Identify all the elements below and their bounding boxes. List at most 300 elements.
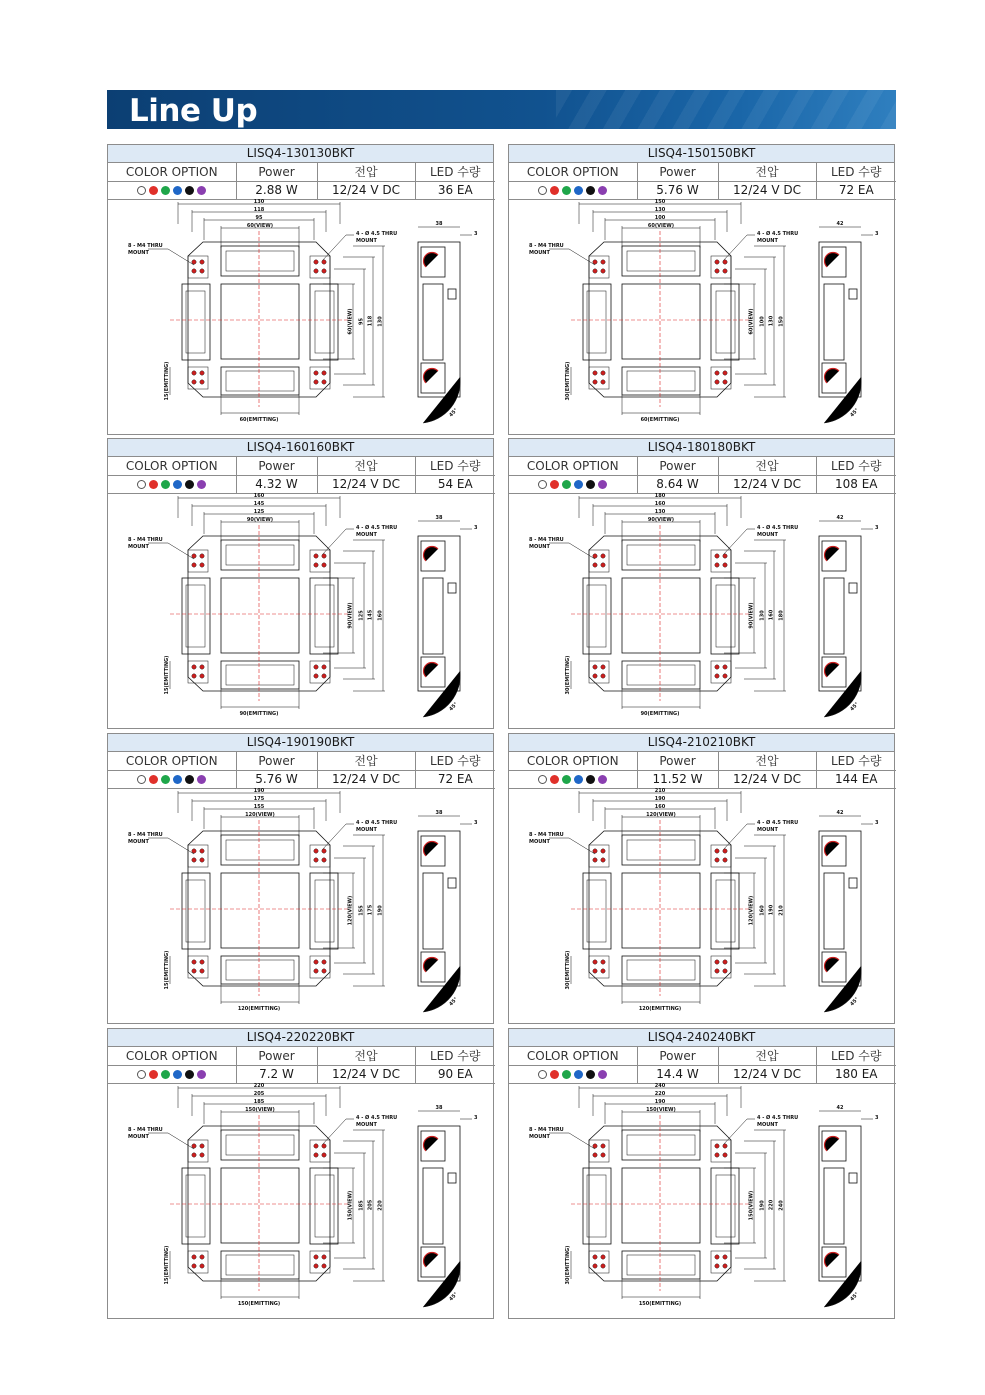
led-count-value: 144 EA xyxy=(816,770,896,788)
color-swatch xyxy=(562,1070,571,1079)
screw-hole xyxy=(601,849,605,853)
dim-label: 90(VIEW) xyxy=(647,517,675,523)
screw-hole xyxy=(314,1264,318,1268)
voltage-value: 12/24 V DC xyxy=(317,770,415,788)
emitting-bar-right-inner xyxy=(315,1175,334,1237)
emitting-bar-left-inner xyxy=(587,291,606,353)
spec-value-row xyxy=(108,475,495,493)
technical-drawing xyxy=(509,1083,894,1319)
drawing-svg xyxy=(108,788,493,1024)
technical-drawing xyxy=(509,788,894,1024)
color-options xyxy=(509,770,637,788)
dim-label: 60(VIEW) xyxy=(748,308,755,335)
thru-note: 4 - Ø 4.5 THRU xyxy=(356,820,398,826)
dim-label-emitting: 150(EMITTING) xyxy=(638,1301,682,1307)
emitting-bar-top-inner xyxy=(627,1135,695,1155)
screw-hole xyxy=(715,969,719,973)
emitting-bar-top-inner xyxy=(627,840,695,860)
thru-note: MOUNT xyxy=(356,238,377,244)
spec-header-row xyxy=(509,457,896,475)
side-middle-block xyxy=(824,284,844,360)
led-count-value: 180 EA xyxy=(816,1065,896,1083)
emitting-bar-top xyxy=(221,540,299,570)
dim-label: 190 xyxy=(654,1099,666,1105)
color-swatch xyxy=(598,1070,607,1079)
emitting-bar-right-inner xyxy=(716,585,735,647)
dim-label: 160 xyxy=(759,905,766,916)
color-swatch xyxy=(197,775,206,784)
mount-note: 8 - M4 THRU xyxy=(529,243,564,249)
emitting-bar-left-inner xyxy=(587,1175,606,1237)
screw-hole xyxy=(322,969,326,973)
dim-label: 100 xyxy=(759,316,766,327)
screw-hole xyxy=(192,849,196,853)
view-window xyxy=(622,1168,700,1243)
screw-hole xyxy=(601,269,605,273)
thru-note: MOUNT xyxy=(757,827,778,833)
thru-note: 4 - Ø 4.5 THRU xyxy=(757,231,799,237)
color-swatch xyxy=(149,480,158,489)
dim-label-emitting-vertical: 30(EMITTING) xyxy=(565,950,571,990)
color-options xyxy=(108,770,236,788)
dim-label: 190 xyxy=(377,905,384,916)
corner-block xyxy=(310,1140,330,1162)
dim-label-depth: 38 xyxy=(435,221,443,227)
leader-line xyxy=(549,249,595,265)
corner-block xyxy=(589,1140,609,1162)
emitting-bar-top xyxy=(622,835,700,865)
screw-hole xyxy=(322,849,326,853)
screw-hole xyxy=(715,960,719,964)
emitting-bar-bottom-inner xyxy=(627,665,695,685)
thru-note: MOUNT xyxy=(356,1122,377,1128)
screw-hole xyxy=(715,674,719,678)
screw-hole xyxy=(601,960,605,964)
dim-label-emitting-vertical: 15(EMITTING) xyxy=(164,950,170,990)
dim-label: 220 xyxy=(377,1200,384,1211)
dim-label-emitting-vertical: 15(EMITTING) xyxy=(164,361,170,401)
screw-hole xyxy=(723,674,727,678)
mount-note: 8 - M4 THRU xyxy=(128,243,163,249)
screw-hole xyxy=(200,260,204,264)
screw-hole xyxy=(593,849,597,853)
emitting-bar-bottom-inner xyxy=(226,665,294,685)
frame-outline xyxy=(188,1126,330,1281)
color-option-header: COLOR OPTION xyxy=(509,752,637,770)
color-dots xyxy=(538,186,607,195)
color-swatch xyxy=(550,775,559,784)
dim-label: 150(VIEW) xyxy=(748,1190,755,1221)
screw-hole xyxy=(314,260,318,264)
dim-label: 130 xyxy=(253,199,265,205)
voltage-header: 전압 xyxy=(718,457,816,475)
screw-hole xyxy=(601,371,605,375)
screw-hole xyxy=(715,260,719,264)
color-swatch xyxy=(185,775,194,784)
screw-hole xyxy=(314,969,318,973)
screw-hole xyxy=(723,1153,727,1157)
screw-hole xyxy=(192,1153,196,1157)
color-swatch xyxy=(185,480,194,489)
color-dots xyxy=(137,186,206,195)
side-led-arc xyxy=(424,369,438,383)
screw-hole xyxy=(715,554,719,558)
side-led-arc xyxy=(825,663,839,677)
screw-hole xyxy=(200,371,204,375)
dim-label-emitting-vertical: 30(EMITTING) xyxy=(565,655,571,695)
thru-note: MOUNT xyxy=(757,532,778,538)
screw-hole xyxy=(593,371,597,375)
emitting-bar-bottom-inner xyxy=(627,960,695,980)
product-model: LISQ4-210210BKT xyxy=(509,734,894,752)
screw-hole xyxy=(192,665,196,669)
voltage-header: 전압 xyxy=(317,457,415,475)
spec-value-row xyxy=(108,181,495,199)
screw-hole xyxy=(322,563,326,567)
screw-hole xyxy=(715,1153,719,1157)
dim-label: 130 xyxy=(377,316,384,327)
banner-title: Line Up xyxy=(129,93,258,129)
screw-hole xyxy=(601,380,605,384)
screw-hole xyxy=(314,1144,318,1148)
dim-label-emitting: 120(EMITTING) xyxy=(638,1006,682,1012)
dim-label: 185 xyxy=(253,1099,265,1105)
product-card xyxy=(107,733,494,1024)
spec-header-row xyxy=(108,1047,495,1065)
dim-label: 175 xyxy=(253,796,265,802)
emitting-bar-right-inner xyxy=(315,585,334,647)
spec-value-row xyxy=(509,475,896,493)
corner-block xyxy=(711,256,731,278)
product-model: LISQ4-150150BKT xyxy=(509,145,894,163)
screw-hole xyxy=(715,858,719,862)
side-middle-block xyxy=(824,873,844,949)
color-options xyxy=(509,181,637,199)
screw-hole xyxy=(314,380,318,384)
power-value: 5.76 W xyxy=(637,181,718,199)
mount-note: MOUNT xyxy=(128,839,149,845)
screw-hole xyxy=(314,1153,318,1157)
screw-hole xyxy=(723,371,727,375)
mount-note: MOUNT xyxy=(529,1134,550,1140)
color-swatch xyxy=(149,186,158,195)
technical-drawing xyxy=(108,493,493,729)
power-header: Power xyxy=(637,752,718,770)
thru-note: 4 - Ø 4.5 THRU xyxy=(356,525,398,531)
color-swatch xyxy=(562,480,571,489)
screw-hole xyxy=(322,858,326,862)
thru-note: 4 - Ø 4.5 THRU xyxy=(757,525,799,531)
spec-table xyxy=(509,1047,896,1084)
screw-hole xyxy=(200,665,204,669)
emitting-bar-bottom-inner xyxy=(627,1255,695,1275)
screw-hole xyxy=(200,1144,204,1148)
dim-label-emitting: 60(EMITTING) xyxy=(640,417,680,423)
dim-label: 130 xyxy=(759,610,766,621)
color-swatch xyxy=(538,480,547,489)
screw-hole xyxy=(314,269,318,273)
angle-label: 45° xyxy=(849,701,861,713)
dim-label: 118 xyxy=(367,315,374,327)
thru-note: MOUNT xyxy=(757,1122,778,1128)
dim-label-tab: 3 xyxy=(875,820,879,826)
voltage-value: 12/24 V DC xyxy=(718,181,816,199)
power-value: 8.64 W xyxy=(637,475,718,493)
dim-label: 150 xyxy=(654,199,666,205)
frame-outline xyxy=(589,242,731,397)
spec-table xyxy=(108,752,495,789)
color-swatch xyxy=(185,1070,194,1079)
emitting-bar-left-inner xyxy=(186,1175,205,1237)
screw-hole xyxy=(200,1264,204,1268)
technical-drawing xyxy=(108,788,493,1024)
color-swatch xyxy=(173,186,182,195)
dim-label: 150(VIEW) xyxy=(347,1190,354,1221)
side-led-arc xyxy=(424,663,438,677)
color-swatch xyxy=(185,186,194,195)
emitting-bar-top xyxy=(622,1130,700,1160)
emitting-bar-top xyxy=(622,540,700,570)
spec-table xyxy=(509,457,896,494)
dim-label-depth: 42 xyxy=(836,221,844,227)
dim-label: 60(VIEW) xyxy=(246,223,274,229)
screw-hole xyxy=(200,1153,204,1157)
screw-hole xyxy=(593,1144,597,1148)
dim-label: 190 xyxy=(253,788,265,794)
dim-label: 190 xyxy=(768,904,775,916)
screw-hole xyxy=(715,1144,719,1148)
screw-hole xyxy=(192,563,196,567)
product-model: LISQ4-190190BKT xyxy=(108,734,493,752)
color-swatch xyxy=(197,186,206,195)
color-swatch xyxy=(538,186,547,195)
color-dots xyxy=(137,775,206,784)
leader-line xyxy=(549,543,595,559)
mount-note: 8 - M4 THRU xyxy=(128,832,163,838)
color-swatch xyxy=(586,1070,595,1079)
screw-hole xyxy=(322,371,326,375)
power-value: 14.4 W xyxy=(637,1065,718,1083)
drawing-svg xyxy=(108,1083,493,1319)
dim-label: 220 xyxy=(768,1199,775,1211)
emitting-bar-bottom-inner xyxy=(226,1255,294,1275)
screw-hole xyxy=(314,563,318,567)
corner-block xyxy=(589,256,609,278)
dim-label: 180 xyxy=(654,493,666,499)
dim-label-depth: 38 xyxy=(435,1105,443,1111)
screw-hole xyxy=(593,269,597,273)
mount-note: MOUNT xyxy=(529,250,550,256)
frame-outline xyxy=(589,536,731,691)
side-middle-block xyxy=(423,873,443,949)
screw-hole xyxy=(593,1264,597,1268)
color-swatch xyxy=(173,775,182,784)
dim-label: 120(VIEW) xyxy=(245,812,275,818)
color-swatch xyxy=(550,186,559,195)
color-swatch xyxy=(562,775,571,784)
emitting-bar-left-inner xyxy=(186,585,205,647)
thru-note: MOUNT xyxy=(757,238,778,244)
dim-label: 220 xyxy=(253,1083,265,1089)
dim-label: 205 xyxy=(367,1199,374,1211)
product-card xyxy=(508,1028,895,1319)
led-count-value: 72 EA xyxy=(816,181,896,199)
dim-label: 130 xyxy=(654,207,666,213)
color-swatch xyxy=(161,775,170,784)
led-count-header: LED 수량 xyxy=(415,163,495,181)
screw-hole xyxy=(715,665,719,669)
dim-label: 125 xyxy=(358,610,365,621)
screw-hole xyxy=(200,380,204,384)
emitting-bar-left-inner xyxy=(186,291,205,353)
power-header: Power xyxy=(236,752,317,770)
led-count-header: LED 수량 xyxy=(816,752,896,770)
emitting-bar-bottom-inner xyxy=(226,960,294,980)
dim-label-emitting: 120(EMITTING) xyxy=(237,1006,281,1012)
led-count-header: LED 수량 xyxy=(816,457,896,475)
side-connector xyxy=(448,878,456,888)
screw-hole xyxy=(322,380,326,384)
screw-hole xyxy=(192,960,196,964)
emitting-bar-right-inner xyxy=(716,880,735,942)
screw-hole xyxy=(314,960,318,964)
frame-outline xyxy=(188,536,330,691)
color-swatch xyxy=(161,186,170,195)
spec-header-row xyxy=(509,752,896,770)
side-middle-block xyxy=(423,284,443,360)
screw-hole xyxy=(723,563,727,567)
emitting-bar-bottom-inner xyxy=(627,371,695,391)
screw-hole xyxy=(601,1153,605,1157)
side-led-arc xyxy=(424,1137,438,1151)
side-led-arc xyxy=(424,958,438,972)
screw-hole xyxy=(322,1264,326,1268)
led-count-header: LED 수량 xyxy=(415,1047,495,1065)
dim-label-depth: 38 xyxy=(435,810,443,816)
dim-label: 240 xyxy=(654,1083,666,1089)
screw-hole xyxy=(200,849,204,853)
spec-value-row xyxy=(108,1065,495,1083)
color-swatch xyxy=(574,186,583,195)
angle-label: 45° xyxy=(448,1291,460,1303)
side-connector xyxy=(849,1173,857,1183)
voltage-value: 12/24 V DC xyxy=(317,1065,415,1083)
spec-table xyxy=(108,457,495,494)
screw-hole xyxy=(314,1255,318,1259)
dim-label-depth: 42 xyxy=(836,515,844,521)
side-connector xyxy=(849,583,857,593)
side-led-arc xyxy=(424,842,438,856)
technical-drawing xyxy=(509,493,894,729)
power-value: 11.52 W xyxy=(637,770,718,788)
corner-block xyxy=(188,256,208,278)
power-header: Power xyxy=(637,163,718,181)
dim-label: 100 xyxy=(654,215,666,221)
screw-hole xyxy=(192,380,196,384)
line-up-banner xyxy=(107,90,896,129)
screw-hole xyxy=(723,1144,727,1148)
technical-drawing xyxy=(108,1083,493,1319)
dim-label-tab: 3 xyxy=(875,231,879,237)
screw-hole xyxy=(593,563,597,567)
product-model: LISQ4-180180BKT xyxy=(509,439,894,457)
screw-hole xyxy=(314,371,318,375)
color-swatch xyxy=(137,480,146,489)
dim-label-emitting-vertical: 15(EMITTING) xyxy=(164,655,170,695)
screw-hole xyxy=(593,260,597,264)
thru-note: 4 - Ø 4.5 THRU xyxy=(757,820,799,826)
side-led-arc xyxy=(825,842,839,856)
dim-label: 60(VIEW) xyxy=(647,223,675,229)
dim-label: 120(VIEW) xyxy=(646,812,676,818)
drawing-svg xyxy=(108,199,493,435)
dim-label-tab: 3 xyxy=(875,1115,879,1121)
spec-value-row xyxy=(108,770,495,788)
spec-value-row xyxy=(509,181,896,199)
screw-hole xyxy=(601,1255,605,1259)
dim-label: 160 xyxy=(768,609,775,621)
power-header: Power xyxy=(236,1047,317,1065)
dim-label: 220 xyxy=(654,1091,666,1097)
corner-block xyxy=(711,1140,731,1162)
color-dots xyxy=(538,1070,607,1079)
mount-note: MOUNT xyxy=(128,1134,149,1140)
color-swatch xyxy=(598,775,607,784)
product-model: LISQ4-240240BKT xyxy=(509,1029,894,1047)
corner-block xyxy=(310,256,330,278)
side-connector xyxy=(448,1173,456,1183)
screw-hole xyxy=(192,674,196,678)
color-swatch xyxy=(137,1070,146,1079)
product-model: LISQ4-220220BKT xyxy=(108,1029,493,1047)
spec-header-row xyxy=(509,1047,896,1065)
color-options xyxy=(509,1065,637,1083)
color-swatch xyxy=(197,480,206,489)
spec-value-row xyxy=(509,770,896,788)
color-dots xyxy=(137,1070,206,1079)
emitting-bar-right-inner xyxy=(716,291,735,353)
dim-label: 145 xyxy=(253,501,265,507)
color-swatch xyxy=(598,480,607,489)
screw-hole xyxy=(715,849,719,853)
voltage-value: 12/24 V DC xyxy=(317,475,415,493)
screw-hole xyxy=(593,858,597,862)
power-header: Power xyxy=(236,163,317,181)
frame-outline xyxy=(188,831,330,986)
screw-hole xyxy=(601,563,605,567)
dim-label: 130 xyxy=(654,509,666,515)
mount-note: 8 - M4 THRU xyxy=(128,1127,163,1133)
emitting-bar-top xyxy=(221,246,299,276)
dim-label: 150(VIEW) xyxy=(646,1107,676,1113)
frame-outline xyxy=(188,242,330,397)
side-led-arc xyxy=(825,547,839,561)
frame-outline xyxy=(589,831,731,986)
screw-hole xyxy=(200,269,204,273)
screw-hole xyxy=(322,269,326,273)
emitting-bar-top-inner xyxy=(627,545,695,565)
leader-line xyxy=(148,1133,194,1149)
thru-note: 4 - Ø 4.5 THRU xyxy=(356,231,398,237)
technical-drawing xyxy=(509,199,894,435)
thru-note: 4 - Ø 4.5 THRU xyxy=(757,1115,799,1121)
technical-drawing xyxy=(108,199,493,435)
screw-hole xyxy=(601,260,605,264)
screw-hole xyxy=(192,1255,196,1259)
color-swatch xyxy=(598,186,607,195)
dim-label: 90(VIEW) xyxy=(748,602,755,629)
dim-label-emitting-vertical: 30(EMITTING) xyxy=(565,1245,571,1285)
